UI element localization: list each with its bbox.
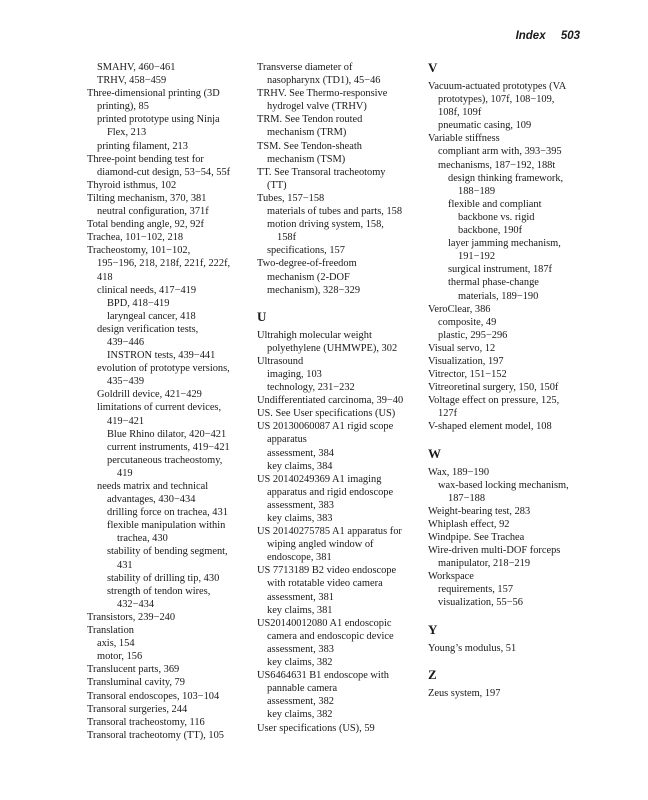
index-entry-line: TRHV, 458−459 bbox=[97, 75, 167, 87]
index-entry-line: Whiplash effect, 92 bbox=[428, 518, 510, 530]
index-entry bbox=[257, 617, 417, 643]
index-entry-line: surgical instrument, 187f bbox=[448, 264, 552, 276]
index-entry bbox=[87, 454, 247, 480]
index-entry-continuation: hydrogel valve (TRHV) bbox=[267, 101, 367, 113]
index-entry-line: drilling force on trachea, 431 bbox=[107, 507, 228, 519]
index-entry bbox=[428, 531, 588, 544]
index-entry-line: TSM. See Tendon-sheath bbox=[257, 140, 362, 152]
index-entry bbox=[257, 87, 417, 113]
index-entry bbox=[257, 564, 417, 590]
index-entry bbox=[87, 205, 247, 218]
index-entry-continuation: Flex, 213 bbox=[107, 127, 147, 139]
index-entry-continuation: backbone, 190f bbox=[458, 225, 523, 237]
index-entry-line: key claims, 381 bbox=[267, 604, 333, 616]
index-entry-line: assessment, 383 bbox=[267, 643, 334, 655]
index-entry bbox=[257, 368, 417, 381]
index-entry-line: technology, 231−232 bbox=[267, 382, 355, 394]
index-entry-continuation: 195−196, 218, 218f, 221f, 222f, bbox=[97, 258, 231, 270]
index-entry-continuation: apparatus bbox=[267, 434, 307, 446]
index-entry-continuation: 419 bbox=[117, 467, 133, 479]
index-entry bbox=[87, 74, 247, 87]
index-entry-continuation: 418 bbox=[97, 271, 113, 283]
index-entry bbox=[87, 428, 247, 441]
section-letter: Y bbox=[428, 621, 438, 637]
index-entry-continuation: backbone vs. rigid bbox=[458, 211, 535, 223]
index-entry bbox=[257, 61, 417, 87]
index-entry-line: clinical needs, 417−419 bbox=[97, 284, 197, 296]
index-entry-line: design thinking framework, bbox=[448, 172, 564, 184]
index-entry-line: Weight-bearing test, 283 bbox=[428, 505, 531, 517]
index-entry bbox=[87, 690, 247, 703]
index-entry-line: Transoral tracheostomy, 116 bbox=[87, 716, 205, 728]
index-entry-line: Vacuum-actuated prototypes (VA bbox=[428, 81, 567, 92]
index-entry-line: Transistors, 239−240 bbox=[87, 611, 176, 623]
index-entry bbox=[428, 505, 588, 518]
index-entry-line: Vitrector, 151−152 bbox=[428, 369, 507, 381]
index-entry-continuation: 432−434 bbox=[117, 598, 155, 610]
index-entry-continuation: pannable camera bbox=[267, 683, 338, 695]
index-entry bbox=[257, 708, 417, 721]
index-entry-line: TRM. See Tendon routed bbox=[257, 114, 363, 126]
index-entry bbox=[87, 297, 247, 310]
index-entry-continuation: nasopharynx (TD1), 45−46 bbox=[267, 75, 381, 87]
index-entry bbox=[87, 362, 247, 388]
index-entry-line: Goldrill device, 421−429 bbox=[97, 389, 202, 401]
index-entry-line: motor, 156 bbox=[97, 651, 143, 663]
index-entry bbox=[87, 113, 247, 139]
page-number: 503 bbox=[560, 30, 580, 42]
index-entry-line: Transverse diameter of bbox=[257, 62, 353, 73]
index-entry-line: Transoral tracheotomy (TT), 105 bbox=[87, 729, 224, 741]
index-entry bbox=[87, 231, 247, 244]
index-entry bbox=[428, 276, 588, 302]
index-entry bbox=[428, 355, 588, 368]
index-entry-continuation: advantages, 430−434 bbox=[107, 494, 196, 506]
index-entry-continuation: apparatus and rigid endoscope bbox=[267, 486, 394, 498]
index-entry-continuation: 108f, 109f bbox=[438, 107, 482, 119]
index-entry bbox=[87, 572, 247, 585]
index-entry bbox=[428, 570, 588, 583]
index-entry bbox=[428, 80, 588, 119]
section-letter: W bbox=[428, 445, 441, 461]
index-entry-continuation: 435−439 bbox=[107, 376, 145, 388]
index-entry bbox=[257, 355, 417, 368]
index-column-2 bbox=[257, 61, 417, 735]
index-entry-line: Voltage effect on pressure, 125, bbox=[428, 395, 560, 407]
index-entry-line: limitations of current devices, bbox=[97, 402, 222, 414]
index-entry bbox=[428, 119, 588, 132]
index-entry bbox=[87, 703, 247, 716]
index-entry bbox=[428, 368, 588, 381]
index-entry bbox=[87, 519, 247, 545]
index-entry bbox=[257, 656, 417, 669]
index-column-3 bbox=[428, 61, 588, 700]
index-entry-line: current instruments, 419−421 bbox=[107, 441, 230, 453]
index-entry-line: Wax, 189−190 bbox=[428, 466, 490, 478]
index-entry bbox=[87, 480, 247, 506]
index-entry bbox=[257, 669, 417, 695]
index-entry bbox=[428, 596, 588, 609]
index-entry-line: requirements, 157 bbox=[438, 584, 514, 596]
index-entry bbox=[428, 420, 588, 433]
index-entry-line: Thyroid isthmus, 102 bbox=[87, 179, 177, 191]
index-entry-line: VeroClear, 386 bbox=[428, 303, 491, 315]
index-entry-continuation: mechanism (TRM) bbox=[267, 127, 347, 139]
index-entry bbox=[257, 591, 417, 604]
index-entry bbox=[257, 447, 417, 460]
index-entry-line: Total bending angle, 92, 92f bbox=[87, 219, 205, 231]
index-entry-line: Three-dimensional printing (3D bbox=[87, 88, 220, 100]
index-entry-line: layer jamming mechanism, bbox=[448, 238, 561, 250]
index-entry-line: V-shaped element model, 108 bbox=[428, 421, 552, 433]
index-entry bbox=[428, 518, 588, 531]
index-entry-line: SMAHV, 460−461 bbox=[97, 62, 176, 73]
index-entry bbox=[428, 172, 588, 198]
index-entry-line: strength of tendon wires, bbox=[107, 585, 211, 597]
index-entry-line: Three-point bending test for bbox=[87, 153, 204, 165]
index-entry-line: Undifferentiated carcinoma, 39−40 bbox=[257, 395, 404, 407]
header-label: Index bbox=[515, 30, 546, 42]
index-entry bbox=[87, 179, 247, 192]
index-entry bbox=[257, 140, 417, 166]
index-entry bbox=[257, 113, 417, 139]
index-entry-continuation: (TT) bbox=[267, 179, 287, 191]
index-entry-continuation: materials, 189−190 bbox=[458, 290, 539, 302]
index-entry-line: TT. See Transoral tracheotomy bbox=[257, 166, 386, 178]
index-entry bbox=[87, 663, 247, 676]
index-entry-line: thermal phase-change bbox=[448, 277, 539, 289]
index-entry-line: materials of tubes and parts, 158 bbox=[267, 206, 403, 218]
index-entry-line: Tubes, 157−158 bbox=[257, 192, 325, 204]
index-entry bbox=[428, 642, 588, 655]
index-entry bbox=[87, 585, 247, 611]
index-entry-line: assessment, 384 bbox=[267, 447, 334, 459]
index-entry-line: imaging, 103 bbox=[267, 368, 322, 380]
index-column-1 bbox=[87, 61, 247, 742]
index-entry-line: composite, 49 bbox=[438, 316, 497, 328]
index-entry bbox=[87, 153, 247, 179]
index-entry bbox=[428, 329, 588, 342]
index-entry-line: plastic, 295−296 bbox=[438, 329, 508, 341]
index-entry bbox=[87, 676, 247, 689]
running-header bbox=[516, 30, 580, 42]
index-entry bbox=[428, 479, 588, 505]
index-entry-line: stability of drilling tip, 430 bbox=[107, 572, 220, 584]
index-entry bbox=[257, 166, 417, 192]
index-entry-line: Translucent parts, 369 bbox=[87, 664, 180, 676]
index-entry-continuation: trachea, 430 bbox=[117, 533, 168, 545]
index-entry bbox=[428, 394, 588, 420]
index-entry-line: Vitreoretinal surgery, 150, 150f bbox=[428, 382, 559, 394]
index-entry-line: key claims, 384 bbox=[267, 460, 333, 472]
index-entry bbox=[428, 145, 588, 158]
index-entry-line: visualization, 55−56 bbox=[438, 597, 523, 609]
index-entry-line: Workspace bbox=[428, 571, 474, 583]
index-entry-line: Translation bbox=[87, 625, 134, 637]
index-entry-line: key claims, 383 bbox=[267, 513, 333, 524]
index-entry bbox=[257, 381, 417, 394]
index-entry bbox=[87, 637, 247, 650]
index-entry bbox=[87, 401, 247, 427]
index-entry bbox=[87, 140, 247, 153]
index-entry bbox=[87, 218, 247, 231]
index-entry bbox=[428, 381, 588, 394]
index-entry-line: wax-based locking mechanism, bbox=[438, 479, 569, 491]
index-entry bbox=[257, 722, 417, 735]
index-entry-continuation: 158f bbox=[277, 232, 297, 244]
index-entry bbox=[257, 512, 417, 525]
index-entry bbox=[257, 218, 417, 244]
index-entry bbox=[87, 611, 247, 624]
index-entry-line: US 20140275785 A1 apparatus for bbox=[257, 526, 402, 538]
index-entry bbox=[257, 643, 417, 656]
index-entry bbox=[257, 525, 417, 564]
index-entry-continuation: 431 bbox=[117, 559, 133, 571]
index-entry-line: Visual servo, 12 bbox=[428, 342, 496, 354]
index-entry-line: User specifications (US), 59 bbox=[257, 722, 375, 734]
index-entry-line: assessment, 383 bbox=[267, 499, 334, 511]
index-entry bbox=[87, 441, 247, 454]
index-entry-continuation: prototypes), 107f, 108−109, bbox=[438, 94, 555, 106]
index-entry bbox=[428, 466, 588, 479]
index-entry bbox=[428, 159, 588, 172]
index-entry bbox=[257, 420, 417, 446]
index-entry bbox=[257, 257, 417, 296]
index-entry-continuation: 187−188 bbox=[448, 492, 486, 504]
index-entry-continuation: 188−189 bbox=[458, 185, 496, 197]
index-entry-continuation: 127f bbox=[438, 408, 458, 420]
index-entry-line: stability of bending segment, bbox=[107, 546, 228, 558]
index-entry bbox=[428, 687, 588, 700]
index-entry bbox=[87, 192, 247, 205]
section-letter: U bbox=[257, 308, 267, 324]
index-entry bbox=[87, 729, 247, 742]
index-entry-line: Transoral endoscopes, 103−104 bbox=[87, 690, 220, 702]
index-entry-line: printed prototype using Ninja bbox=[97, 114, 220, 126]
index-entry-continuation: mechanism (2-DOF bbox=[267, 271, 350, 283]
index-entry bbox=[428, 237, 588, 263]
index-entry-line: US 7713189 B2 video endoscope bbox=[257, 565, 397, 577]
index-entry bbox=[87, 61, 247, 74]
index-entry-line: Ultrahigh molecular weight bbox=[257, 329, 372, 341]
index-entry-line: US. See User specifications (US) bbox=[257, 408, 396, 420]
index-entry-continuation: with rotatable video camera bbox=[267, 578, 383, 590]
index-entry-line: Tracheostomy, 101−102, bbox=[87, 245, 191, 257]
index-entry bbox=[257, 244, 417, 257]
index-entry-line: US6464631 B1 endoscope with bbox=[257, 670, 389, 682]
index-entry-line: motion driving system, 158, bbox=[267, 219, 384, 231]
index-entry bbox=[257, 695, 417, 708]
index-entry-continuation: mechanism (TSM) bbox=[267, 153, 346, 165]
index-entry bbox=[428, 342, 588, 355]
index-entry-line: key claims, 382 bbox=[267, 709, 333, 721]
index-entry-line: Transluminal cavity, 79 bbox=[87, 677, 185, 689]
index-entry-line: Transoral surgeries, 244 bbox=[87, 703, 188, 715]
index-entry-continuation: manipulator, 218−219 bbox=[438, 558, 531, 570]
index-entry-line: Tilting mechanism, 370, 381 bbox=[87, 192, 207, 204]
index-entry-continuation: camera and endoscopic device bbox=[267, 630, 394, 642]
index-entry bbox=[428, 263, 588, 276]
index-entry bbox=[257, 329, 417, 355]
index-entry bbox=[428, 316, 588, 329]
index-entry bbox=[87, 506, 247, 519]
index-entry bbox=[257, 604, 417, 617]
index-entry bbox=[87, 349, 247, 362]
index-entry bbox=[87, 310, 247, 323]
index-entry-line: printing filament, 213 bbox=[97, 140, 188, 152]
index-entry-continuation: wiping angled window of bbox=[267, 539, 374, 551]
index-entry-line: mechanisms, 187−192, 188t bbox=[438, 159, 556, 171]
index-entry-line: BPD, 418−419 bbox=[107, 297, 170, 309]
index-entry bbox=[87, 244, 247, 283]
index-entry-continuation: polyethylene (UHMWPE), 302 bbox=[267, 342, 398, 354]
index-entry-line: INSTRON tests, 439−441 bbox=[107, 350, 216, 362]
index-entry bbox=[428, 303, 588, 316]
index-entry-line: Visualization, 197 bbox=[428, 355, 504, 367]
index-entry-line: Variable stiffness bbox=[428, 133, 500, 145]
index-entry bbox=[87, 545, 247, 571]
section-letter: Z bbox=[428, 666, 437, 682]
index-entry-line: Young’s modulus, 51 bbox=[428, 642, 517, 654]
index-entry-continuation: mechanism), 328−329 bbox=[267, 284, 361, 296]
index-entry bbox=[257, 407, 417, 420]
index-entry-line: laryngeal cancer, 418 bbox=[107, 310, 196, 322]
index-entry bbox=[428, 132, 588, 145]
index-entry-line: Zeus system, 197 bbox=[428, 687, 501, 699]
index-entry bbox=[257, 192, 417, 205]
index-entry-line: US 20140249369 A1 imaging bbox=[257, 473, 382, 485]
index-entry bbox=[87, 624, 247, 637]
index-entry-line: US20140012080 A1 endoscopic bbox=[257, 617, 392, 629]
index-entry-continuation: diamond-cut design, 53−54, 55f bbox=[97, 166, 231, 178]
index-entry-line: Wire-driven multi-DOF forceps bbox=[428, 545, 561, 557]
index-entry-line: US 20130060087 A1 rigid scope bbox=[257, 421, 394, 433]
index-entry-continuation: endoscope, 381 bbox=[267, 552, 332, 564]
index-entry-line: Blue Rhino dilator, 420−421 bbox=[107, 428, 227, 440]
index-entry bbox=[428, 198, 588, 237]
index-entry-continuation: 419−421 bbox=[107, 415, 145, 427]
index-entry bbox=[87, 388, 247, 401]
index-entry-line: axis, 154 bbox=[97, 638, 135, 650]
index-entry-line: needs matrix and technical bbox=[97, 481, 209, 492]
index-entry bbox=[257, 460, 417, 473]
index-entry bbox=[257, 394, 417, 407]
index-entry bbox=[87, 650, 247, 663]
index-entry-line: neutral configuration, 371f bbox=[97, 206, 209, 218]
index-entry-line: evolution of prototype versions, bbox=[97, 363, 230, 375]
index-entry bbox=[87, 716, 247, 729]
index-entry-line: Ultrasound bbox=[257, 355, 304, 367]
index-entry bbox=[428, 544, 588, 570]
index-entry-line: key claims, 382 bbox=[267, 657, 333, 669]
index-entry-line: flexible manipulation within bbox=[107, 520, 226, 532]
index-entry bbox=[87, 87, 247, 113]
section-letter: V bbox=[428, 60, 438, 75]
index-entry-line: assessment, 382 bbox=[267, 696, 334, 708]
index-entry-line: Trachea, 101−102, 218 bbox=[87, 232, 184, 244]
index-entry-continuation: 439−446 bbox=[107, 336, 145, 348]
index-entry bbox=[257, 473, 417, 499]
index-entry-line: Two-degree-of-freedom bbox=[257, 258, 357, 270]
index-entry bbox=[257, 205, 417, 218]
index-entry-continuation: printing), 85 bbox=[97, 101, 149, 113]
index-entry-line: TRHV. See Thermo-responsive bbox=[257, 88, 388, 100]
index-entry-line: specifications, 157 bbox=[267, 245, 345, 257]
index-entry-line: percutaneous tracheostomy, bbox=[107, 454, 223, 466]
index-entry-line: design verification tests, bbox=[97, 323, 199, 335]
index-entry-line: compliant arm with, 393−395 bbox=[438, 146, 562, 158]
index-entry-line: pneumatic casing, 109 bbox=[438, 120, 532, 132]
index-entry-line: flexible and compliant bbox=[448, 198, 542, 210]
index-entry-line: Windpipe. See Trachea bbox=[428, 532, 525, 543]
index-entry-continuation: 191−192 bbox=[458, 251, 496, 263]
index-entry bbox=[257, 499, 417, 512]
index-entry bbox=[87, 284, 247, 297]
index-entry-line: assessment, 381 bbox=[267, 591, 334, 603]
index-entry bbox=[87, 323, 247, 349]
index-entry bbox=[428, 583, 588, 596]
